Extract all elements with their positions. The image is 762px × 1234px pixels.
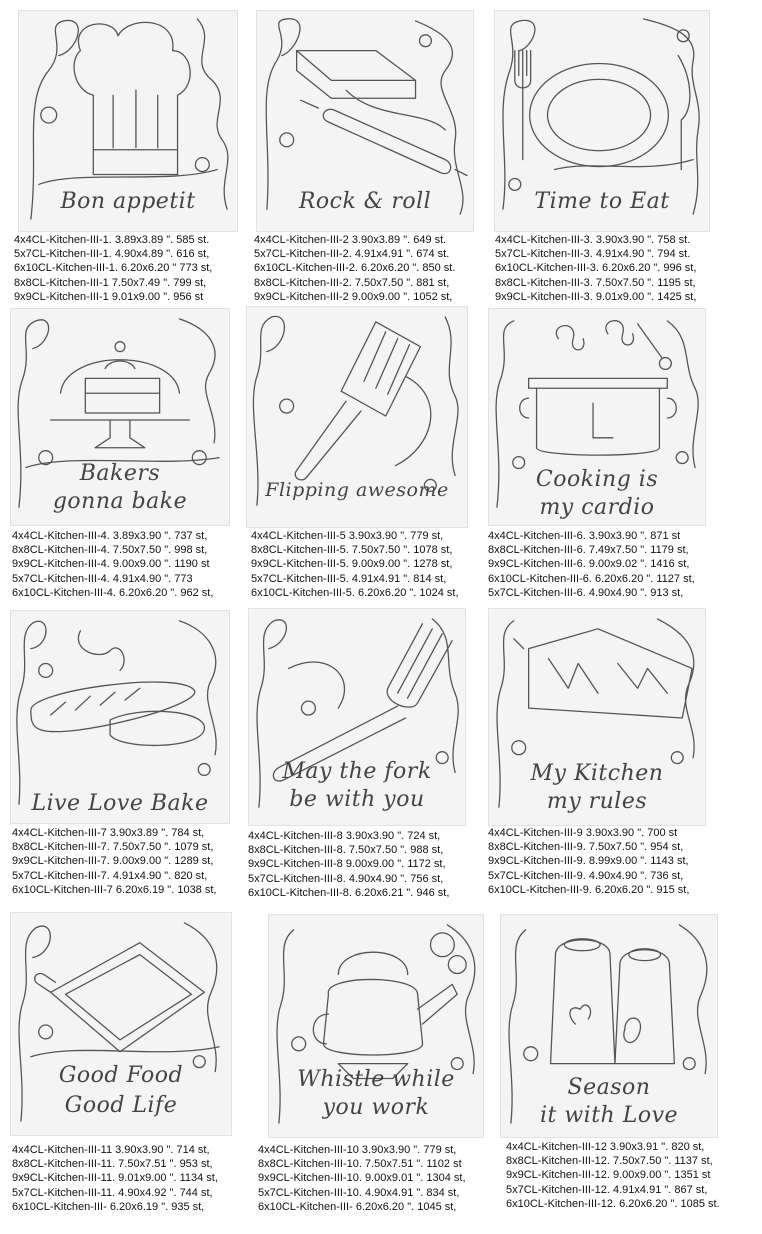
spec-line: 4x4CL-Kitchen-III-3. 3.90x3.90 ". 758 st.	[495, 234, 691, 246]
spec-line: 8x8CL-Kitchen-III-5. 7.50x7.50 ". 1078 st,	[251, 544, 453, 557]
spec-line: 5x7CL-Kitchen-III-1. 4.90x4.89 ". 616 st,	[14, 248, 210, 261]
spec-line: 4x4CL-Kitchen-III-8 3.90x3.90 ". 724 st,	[248, 830, 441, 842]
spec-line: 5x7CL-Kitchen-III-11. 4.90x4.92 ". 744 st,	[12, 1186, 213, 1199]
spec-line: 5x7CL-Kitchen-III-9. 4.90x4.90 ". 736 st,	[488, 869, 684, 882]
design-tile-kitchen-5	[246, 306, 468, 528]
spec-line: 6x10CL-Kitchen-III- 6.20x6.19 ". 935 st,	[12, 1200, 205, 1213]
spec-line: 4x4CL-Kitchen-III-11 3.90x3.90 ". 714 st,	[12, 1144, 210, 1156]
specs-kitchen-3	[495, 233, 696, 304]
spec-line: 9x9CL-Kitchen-III-10. 9.00x9.01 ". 1304 st,	[258, 1172, 466, 1185]
spec-line: 8x8CL-Kitchen-III-7. 7.50x7.50 ". 1079 st,	[12, 841, 214, 854]
specs-kitchen-2	[254, 233, 455, 304]
specs-kitchen-1	[14, 233, 212, 304]
specs-kitchen-10	[258, 1143, 466, 1214]
specs-kitchen-8	[248, 829, 449, 900]
design-tile-kitchen-4	[10, 308, 230, 526]
spec-line: 8x8CL-Kitchen-III-3. 7.50x7.50 ". 1195 st,	[495, 276, 696, 289]
spec-line: 8x8CL-Kitchen-III-10. 7.50x7.51 ". 1102 st	[258, 1158, 462, 1171]
spec-line: 9x9CL-Kitchen-III-1 9.01x9.00 ". 956 st	[14, 290, 204, 303]
spec-line: 8x8CL-Kitchen-III-4. 7.50x7.50 ". 998 st,	[12, 544, 208, 557]
design-caption: Rock & roll	[298, 189, 432, 214]
spec-line: 6x10CL-Kitchen-III-9. 6.20x6.20 ". 915 st,	[488, 883, 690, 896]
design-tile-kitchen-11	[10, 912, 232, 1136]
design-caption: Bakers	[79, 461, 161, 486]
spec-line: 9x9CL-Kitchen-III-11. 9.01x9.00 ". 1134 st,	[12, 1172, 218, 1185]
spec-line: 8x8CL-Kitchen-III-2. 7.50x7.50 ". 881 st,	[254, 276, 450, 289]
design-caption: Cooking is	[535, 467, 659, 492]
spec-line: 4x4CL-Kitchen-III-9 3.90x3.90 ". 700 st	[488, 827, 678, 839]
spec-line: 9x9CL-Kitchen-III-9. 8.99x9.00 ". 1143 st,	[488, 855, 689, 868]
design-caption: May the fork	[282, 759, 432, 784]
design-caption: Good Life	[64, 1093, 178, 1118]
spec-line: 5x7CL-Kitchen-III-6. 4.90x4.90 ". 913 st,	[488, 586, 684, 599]
design-caption: my rules	[546, 789, 648, 814]
specs-kitchen-9	[488, 826, 689, 897]
design-caption: be with you	[289, 787, 425, 812]
spec-line: 5x7CL-Kitchen-III-3. 4.91x4.90 ". 794 st.	[495, 248, 691, 261]
spec-line: 5x7CL-Kitchen-III-5. 4.91x4.91 ". 814 st,	[251, 572, 447, 585]
spec-line: 6x10CL-Kitchen-III-7 6.20x6.19 ". 1038 st,	[12, 883, 217, 896]
spec-line: 5x7CL-Kitchen-III-10. 4.90x4.91 ". 834 st,	[258, 1186, 460, 1199]
spec-line: 6x10CL-Kitchen-III-8. 6.20x6.21 ". 946 st,	[248, 886, 450, 899]
spec-line: 4x4CL-Kitchen-III-12 3.90x3.91 ". 820 st,	[506, 1141, 705, 1153]
spec-line: 5x7CL-Kitchen-III-12. 4.91x4.91 ". 867 st,	[506, 1183, 708, 1196]
spec-line: 8x8CL-Kitchen-III-1 7.50x7.49 ". 799 st,	[14, 276, 207, 289]
design-caption: it with Love	[539, 1103, 679, 1128]
design-caption: gonna bake	[52, 489, 188, 514]
design-caption: Good Food	[58, 1063, 184, 1088]
design-caption: Time to Eat	[534, 189, 670, 214]
spec-line: 6x10CL-Kitchen-III-6. 6.20x6.20 ". 1127 st,	[488, 572, 695, 585]
specs-kitchen-6	[488, 529, 695, 600]
specs-kitchen-4	[12, 529, 213, 600]
design-tile-kitchen-7	[10, 610, 230, 824]
design-tile-kitchen-3	[494, 10, 710, 232]
spec-line: 9x9CL-Kitchen-III-4. 9.00x9.00 ". 1190 st	[12, 558, 210, 571]
spec-line: 8x8CL-Kitchen-III-11. 7.50x7.51 ". 953 st,	[12, 1158, 213, 1171]
spec-line: 8x8CL-Kitchen-III-9. 7.50x7.50 ". 954 st,	[488, 841, 684, 854]
spec-line: 4x4CL-Kitchen-III-2 3.90x3.89 ". 649 st.	[254, 234, 447, 246]
design-caption: Whistle while	[297, 1067, 455, 1092]
spec-line: 8x8CL-Kitchen-III-12. 7.50x7.50 ". 1137 st,	[506, 1155, 713, 1168]
spec-line: 5x7CL-Kitchen-III-7. 4.91x4.90 ". 820 st,	[12, 869, 208, 882]
design-caption: Bon appetit	[60, 189, 196, 214]
design-caption: Live Love Bake	[31, 791, 209, 816]
spec-line: 9x9CL-Kitchen-III-5. 9.00x9.00 ". 1278 st,	[251, 558, 453, 571]
spec-line: 4x4CL-Kitchen-III-10 3.90x3.90 ". 779 st,	[258, 1144, 457, 1156]
spec-line: 9x9CL-Kitchen-III-7. 9.00x9.00 ". 1289 st,	[12, 855, 214, 868]
spec-line: 6x10CL-Kitchen-III-4. 6.20x6.20 ". 962 st,	[12, 586, 214, 599]
spec-line: 9x9CL-Kitchen-III-6. 9.00x9.02 ". 1416 st,	[488, 558, 690, 571]
spec-line: 9x9CL-Kitchen-III-3. 9.01x9.00 ". 1425 st,	[495, 290, 697, 303]
spec-line: 9x9CL-Kitchen-III-2 9.00x9.00 ". 1052 st,	[254, 290, 453, 303]
design-tile-kitchen-10	[268, 914, 484, 1138]
spec-line: 6x10CL-Kitchen-III-1. 6.20x6.20 " 773 st,	[14, 262, 213, 275]
spec-line: 4x4CL-Kitchen-III-1. 3.89x3.89 ". 585 st.	[14, 234, 210, 246]
spec-line: 6x10CL-Kitchen-III-5. 6.20x6.20 ". 1024 st,	[251, 586, 459, 599]
stock-pot-icon	[489, 309, 705, 525]
spec-line: 5x7CL-Kitchen-III-8. 4.90x4.90 ". 756 st,	[248, 872, 444, 885]
spec-line: 4x4CL-Kitchen-III-7 3.90x3.89 ". 784 st,	[12, 827, 205, 839]
spec-line: 4x4CL-Kitchen-III-4. 3.89x3.90 ". 737 st,	[12, 530, 208, 542]
design-tile-kitchen-12	[500, 914, 718, 1138]
design-tile-kitchen-1	[18, 10, 238, 232]
specs-kitchen-12	[506, 1140, 720, 1211]
spec-line: 5x7CL-Kitchen-III-2. 4.91x4.91 ". 674 st.	[254, 248, 450, 261]
spec-line: 9x9CL-Kitchen-III-8 9.00x9.00 ". 1172 st,	[248, 858, 446, 871]
spec-line: 6x10CL-Kitchen-III-12. 6.20x6.20 ". 1085 st.	[506, 1197, 720, 1210]
design-tile-kitchen-2	[256, 10, 474, 232]
design-caption: My Kitchen	[530, 761, 664, 786]
design-caption: Season	[567, 1075, 651, 1100]
spec-line: 6x10CL-Kitchen-III-2. 6.20x6.20 ". 850 st.	[254, 262, 456, 275]
spec-line: 9x9CL-Kitchen-III-12. 9.00x9.00 ". 1351 st	[506, 1169, 711, 1182]
spec-line: 4x4CL-Kitchen-III-6. 3.90x3.90 ". 871 st	[488, 530, 681, 542]
spec-line: 4x4CL-Kitchen-III-5 3.90x3.90 ". 779 st,	[251, 530, 444, 542]
spec-line: 5x7CL-Kitchen-III-4. 4.91x4.90 ". 773	[12, 572, 193, 585]
design-tile-kitchen-6	[488, 308, 706, 526]
spec-line: 6x10CL-Kitchen-III-3. 6.20x6.20 ". 996 st,	[495, 262, 697, 275]
spec-line: 8x8CL-Kitchen-III-6. 7.49x7.50 ". 1179 st,	[488, 544, 689, 557]
design-caption: you work	[322, 1095, 430, 1120]
design-tile-kitchen-9	[488, 608, 706, 826]
design-tile-kitchen-8	[248, 608, 466, 826]
specs-kitchen-5	[251, 529, 459, 600]
specs-kitchen-7	[12, 826, 216, 897]
design-caption: my cardio	[539, 495, 655, 520]
spec-line: 6x10CL-Kitchen-III- 6.20x6.20 ". 1045 st,	[258, 1200, 457, 1213]
specs-kitchen-11	[12, 1143, 218, 1214]
design-caption: Flipping awesome	[265, 479, 449, 501]
spec-line: 8x8CL-Kitchen-III-8. 7.50x7.50 ". 988 st,	[248, 844, 444, 857]
